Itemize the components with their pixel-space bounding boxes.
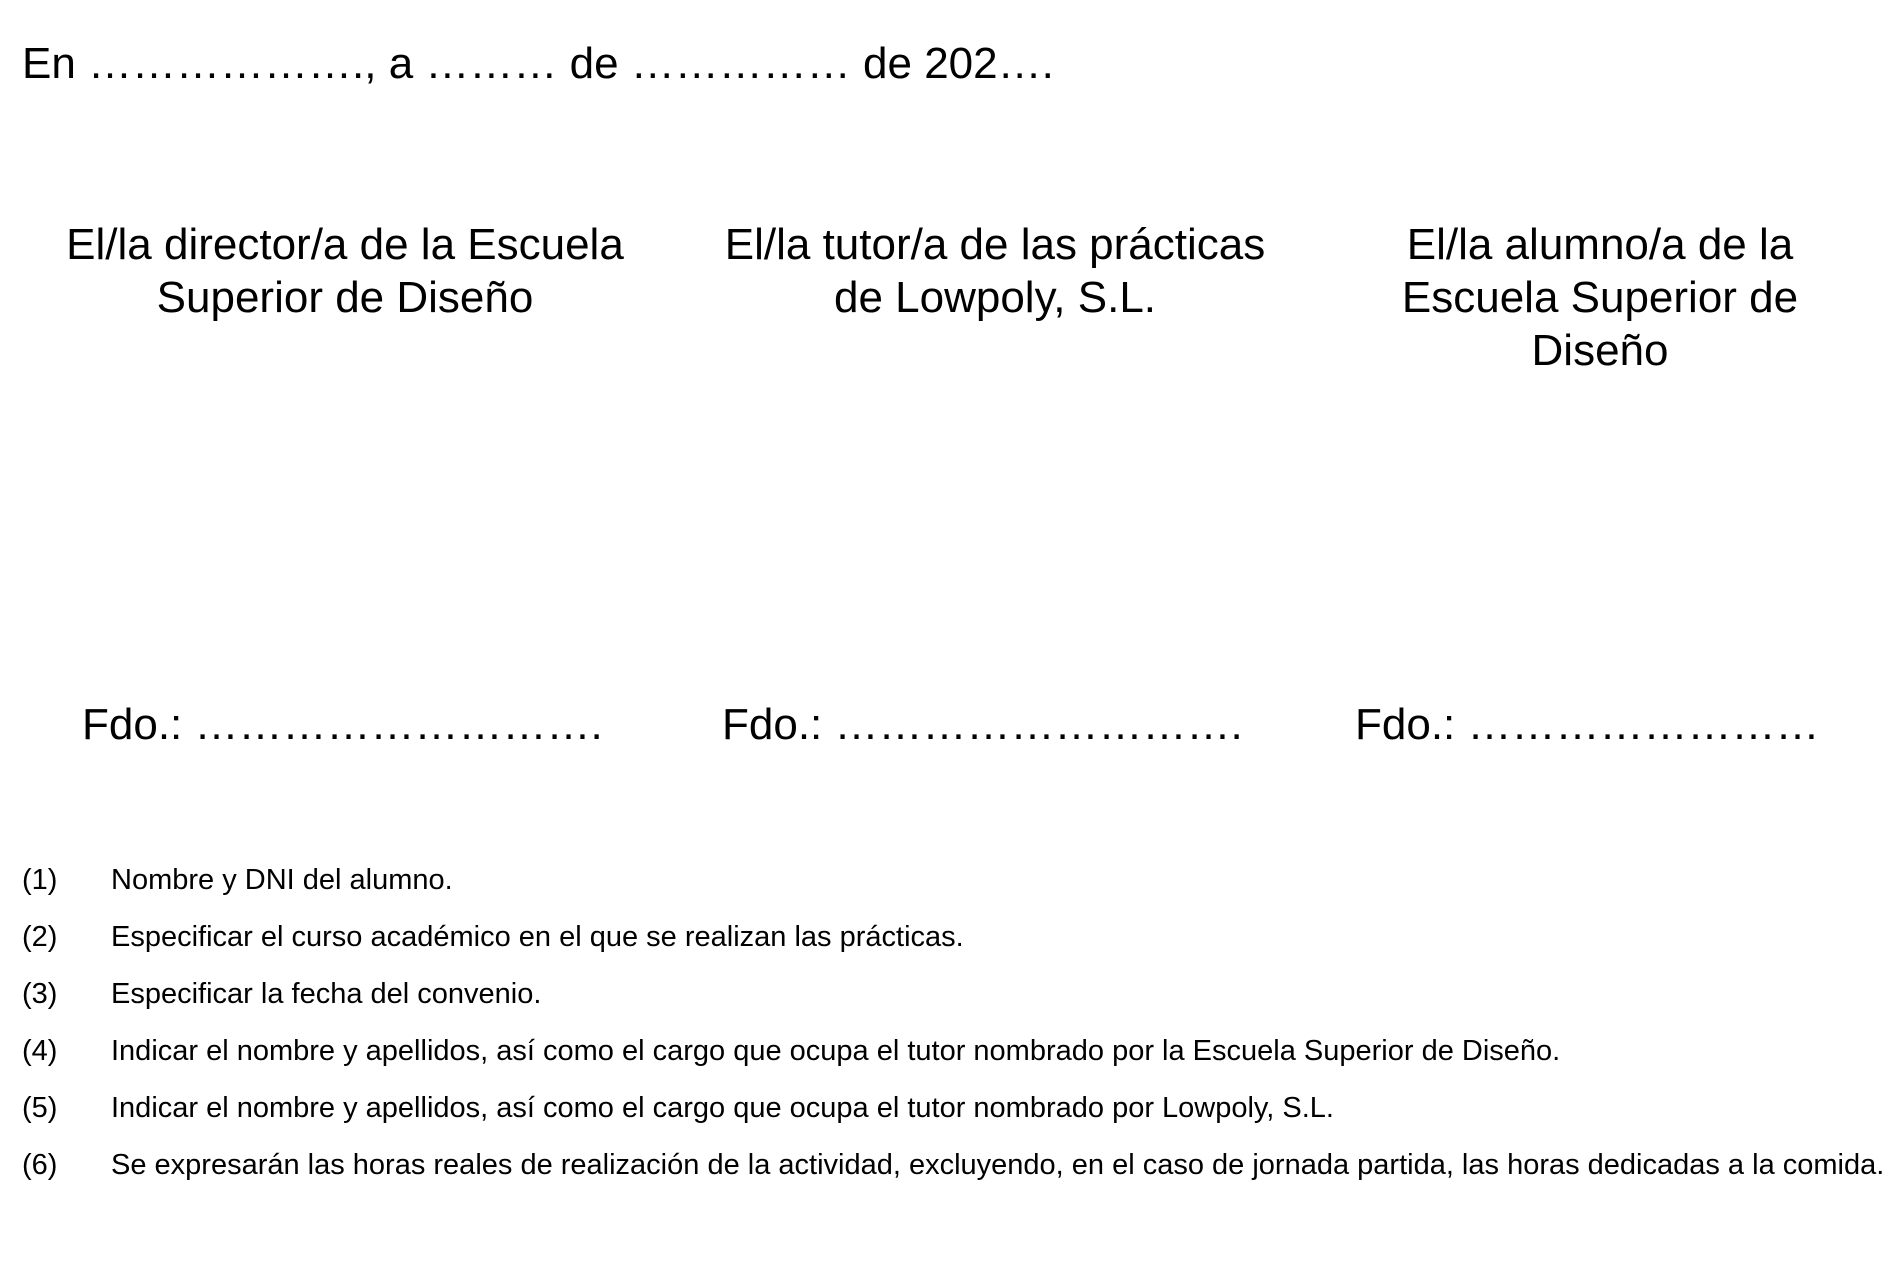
footnote-text: Indicar el nombre y apellidos, así como el cargo que ocupa el tutor nombrado por la Escuela Superior de Diseño. <box>111 1035 1561 1067</box>
signature-line-director: Fdo.: ………………………. <box>82 700 603 749</box>
date-place-line: En ………………., a ……… de …………… de 202…. <box>22 39 1054 88</box>
footnote-item <box>22 858 1892 903</box>
footnote-text: Se expresarán las horas reales de realización de la actividad, excluyendo, en el caso de jornada partida, las horas dedicadas a la comida. <box>111 1149 1885 1181</box>
footnote-number: (6) <box>22 1149 58 1181</box>
signer-director-line-1: El/la director/a de la Escuela <box>66 220 624 269</box>
footnote-item <box>22 972 1892 1017</box>
footnote-number: (4) <box>22 1035 58 1067</box>
footnote-text: Especificar la fecha del convenio. <box>111 978 542 1010</box>
footnote-number: (2) <box>22 921 58 953</box>
footnote-number: (1) <box>22 864 58 896</box>
footnote-item <box>22 915 1892 960</box>
footnote-text: Nombre y DNI del alumno. <box>111 864 453 896</box>
signer-student-line-3: Diseño <box>1531 326 1669 375</box>
signer-student-line-1: El/la alumno/a de la <box>1406 220 1794 269</box>
signer-director-line-2: Superior de Diseño <box>156 273 534 322</box>
signature-line-tutor: Fdo.: ………………………. <box>722 700 1243 749</box>
signer-tutor-line-2: de Lowpoly, S.L. <box>833 273 1157 322</box>
footnote-number: (5) <box>22 1092 58 1124</box>
footnote-number: (3) <box>22 978 58 1010</box>
footnote-text: Indicar el nombre y apellidos, así como el cargo que ocupa el tutor nombrado por Lowpoly, S.L. <box>111 1092 1334 1124</box>
footnotes-list <box>22 858 1892 1200</box>
footnote-item <box>22 1086 1892 1131</box>
signer-tutor-line-1: El/la tutor/a de las prácticas <box>724 220 1266 269</box>
footnote-item <box>22 1029 1892 1074</box>
signer-student-line-2: Escuela Superior de <box>1401 273 1799 322</box>
signer-tutor <box>690 218 1300 324</box>
signer-student <box>1330 218 1870 377</box>
signature-line-student: Fdo.: …………………… <box>1355 700 1820 749</box>
footnote-item <box>22 1143 1892 1188</box>
footnote-text: Especificar el curso académico en el que se realizan las prácticas. <box>111 921 964 953</box>
signer-director <box>40 218 650 324</box>
